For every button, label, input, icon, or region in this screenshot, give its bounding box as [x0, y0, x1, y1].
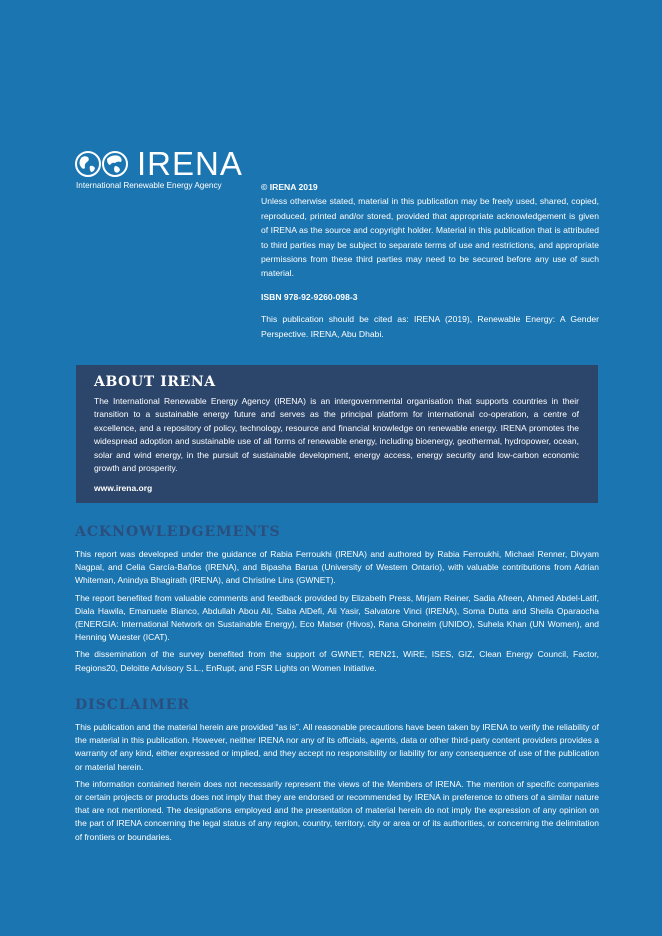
isbn: ISBN 978-92-9260-098-3 [261, 291, 358, 302]
globe-icon [75, 150, 131, 178]
acknowledgements-paragraph: The dissemination of the survey benefited from the support of GWNET, REN21, WiRE, ISES, GIZ, Clean Energy Council, Factor, Regions20, Deloitte Advisory S.L., EnRupt, and FSR Lights on Women Initiative. [75, 649, 599, 673]
acknowledgements-paragraph: The report benefited from valuable comments and feedback provided by Elizabeth Press, Mirjam Reiner, Sadia Afreen, Ahmed Abdel-Latif, Diala Hawila, Emanuele Bianco, Abdullah Abou Ali, Saba AlDefi, Ali Yasir, Salvatore Vinci (IRENA), Soma Dutta and Sheila Oparaocha (ENERGIA: International Network on Sustainable Energy), Eco Matser (Hivos), Rana Ghoneim (UNIDO), Suhela Khan (UN Women), and Henning Wuester (ICAT). [75, 592, 599, 643]
disclaimer-paragraph: The information contained herein does not necessarily represent the views of the Members of IRENA. The mention of specific companies or certain projects or products does not imply that they are endorsed or recommended by IRENA in preference to others of a similar nature that are not mentioned. The designations employed and the presentation of material herein do not imply the expression of any opinion on the part of IRENA concerning the legal status of any region, country, territory, city or area or of its authorities, or concerning the delimitation of frontiers or boundaries. [75, 778, 599, 842]
logo-tagline: International Renewable Energy Agency [76, 181, 222, 190]
acknowledgements-section [75, 524, 599, 679]
irena-logo [75, 145, 245, 193]
about-title: ABOUT IRENA [94, 374, 216, 390]
website-link[interactable]: www.irena.org [94, 483, 153, 494]
disclaimer-section [75, 697, 599, 848]
copyright-line: © IRENA 2019 [261, 182, 318, 192]
rights-block [261, 180, 599, 341]
about-irena-box [76, 365, 598, 503]
disclaimer-title: DISCLAIMER [75, 697, 190, 713]
disclaimer-paragraph: This publication and the material herein are provided “as is”. All reasonable precautions have been taken by IRENA to verify the reliability of the material in this publication. However, neither IRENA nor any of its officials, agents, data or other third-party content providers provides a warranty of any kind, either expressed or implied, and they accept no responsibility or liability for any consequence of use of the publication or material herein. [75, 722, 599, 772]
logo-wordmark: IRENA [137, 145, 243, 182]
acknowledgements-title: ACKNOWLEDGEMENTS [75, 524, 281, 540]
about-body: The International Renewable Energy Agency (IRENA) is an intergovernmental organisation that supports countries in their transition to a sustainable energy future and serves as the principal platform for international co-operation, a centre of excellence, and a repository of policy, technology, resource and financial knowledge on renewable energy. IRENA promotes the widespread adoption and sustainable use of all forms of renewable energy, including bioenergy, geothermal, hydropower, ocean, solar and wind energy, in the pursuit of sustainable development, energy access, energy security and low-carbon economic growth and prosperity. [94, 396, 579, 474]
usage-notice: Unless otherwise stated, material in this publication may be freely used, shared, copied, reproduced, printed and/or stored, provided that appropriate acknowledgement is given of IRENA as the source and copyright holder. Material in this publication that is attributed to third parties may be subject to separate terms of use and restrictions, and appropriate permissions from these third parties may need to be secured before any use of such material. [261, 196, 599, 279]
acknowledgements-paragraph: This report was developed under the guidance of Rabia Ferroukhi (IRENA) and authored by Rabia Ferroukhi, Michael Renner, Divyam Nagpal, and Celia García-Baños (IRENA), and Bipasha Barua (University of Western Ontario), with valuable contributions from Adrian Whiteman, Anindya Bhagirath (IRENA), and Christine Lins (GWNET). [75, 549, 599, 586]
citation: This publication should be cited as: IRENA (2019), Renewable Energy: A Gender Perspective. IRENA, Abu Dhabi. [261, 314, 599, 339]
